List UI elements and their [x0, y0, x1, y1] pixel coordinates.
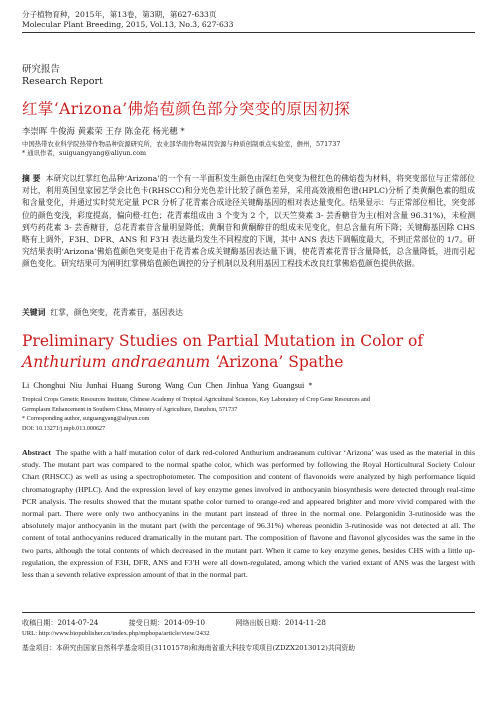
english-title-part1: Preliminary Studies on Partial Mutation in Color of [22, 332, 424, 350]
journal-header-cn: 分子植物育种，2015年，第13卷，第3期，第627-633页 [22, 10, 217, 19]
chinese-keywords-text: 红掌，颜色突变，花青素苷，基因表达 [50, 308, 183, 317]
english-title-part2: ‘Arizona’ Spathe [210, 353, 344, 371]
online-date: 网络出版日期：2014-11-28 [235, 618, 326, 627]
received-date: 收稿日期：2014-07-24 [22, 618, 99, 627]
english-abstract-text: The spathe with a half mutation color of dark red-colored Anthurium andraeanum cultivar ‘Arizona’ was used as the material in this study. The mutant part was compared to the normal spathe color, which was performed by following the Royal Horticultural Society Colour Chart (RHSCC) as well as using a spectrophotometer. The composition and content of flavonoids were analyzed by high performance liquid chromatography (HPLC). And the expression level of key enzyme genes involved in anthocyanin biosynthesis were detected through real-time PCR analysis. The results showed that the mutant spathe color turned to orange-red and appeared brighter and more vivid compared with the normal part. There were only two anthocyanins in the mutant part instead of three in the normal one. Pelargonidin 3-rutinoside was the absolutely major anthocyanin in the mutant part (with the percentage of 96.31%) whereas peonidin 3-rutinoside was not detected at all. The content of total anthocyanins reduced dramatically in the mutant part. The composition of flavone and flavonol glycosides was the same in the two parts, although the total contents of which decreased in the mutant part. When it came to key enzyme genes, besides CHS with a little up-regulation, the expression of F3H, DFR, ANS and F3′H were all down-regulated, among which the varied extant of ANS was the largest with less than a seventh relative expression amount of that in the normal part. [22, 448, 475, 580]
english-title-species: Anthurium andraeanum [22, 353, 211, 371]
english-abstract-label: Abstract [22, 448, 52, 457]
journal-header-en: Molecular Plant Breeding, 2015, Vol.13, No.3, 627-633 [22, 20, 234, 29]
publication-history [22, 617, 354, 628]
english-affiliation [22, 396, 477, 434]
chinese-abstract-label: 摘 要 [22, 174, 41, 183]
header-divider [22, 32, 475, 33]
section-label-cn: 研究报告 [22, 64, 61, 75]
english-abstract [22, 447, 475, 581]
chinese-corresponding-author: * 通讯作者，suiguangyang@aliyun.com [22, 149, 147, 157]
doi: DOI: 10.13271/j.mpb.013.000627 [22, 425, 106, 432]
chinese-abstract-text: 本研究以红掌红色品种‘Arizona’的一个有一半面积发生颜色由深红色突变为橙红色的佛焰苞为材料，将突变部位与正常部位对比，利用英国皇家园艺学会比色卡(RHSCC)和分光色差计比较了颜色差异，采用高效液相色谱(HPLC)分析了类黄酮色素的组成和含量变化，并通过实时荧光定量 PCR 分析了花青素合成途径关键酶基因的相对表达量变化。结果显示：与正常部位相比，突变部位的颜色变浅，彩度提高，偏向橙-红色；花青素组成由 3 个变为 2 个，以天竺葵素 3- 芸香糖苷为主(相对含量 96.31%)，未检测到芍药花素 3- 芸香糖苷，总花青素苷含量明显降低；黄酮苷和黄酮醇苷的组成未见变化，但总含量有所下降；关键酶基因除 CHS 略有上调外，F3H、DFR、ANS 和 F3′H 表达量均发生不同程度的下调，其中 ANS 表达下调幅度最大，不到正常部位的 1/7。研究结果表明‘Arizona’佛焰苞颜色突变是由于花青素合成关键酶基因表达量下调，使花青素花青苷含量降低，总含量降低，进而引起颜色变化。研究结果可为阐明红掌佛焰苞颜色调控的分子机制以及利用基因工程技术改良红掌佛焰苞颜色提供依据。 [22, 174, 475, 269]
accepted-date: 接受日期：2014-09-10 [128, 618, 206, 627]
chinese-affiliation-text: 中国热带农业科学院热带作物品种资源研究所，农业部华南作物基因资源与种质创制重点实验室，儋州，571737 [22, 140, 341, 148]
english-affiliation-line1: Tropical Crops Genetic Resources Institute, Chinese Academy of Tropical Agricultural Sciences, Key Laboratory of Crop Gene Resources and [22, 397, 370, 403]
chinese-affiliation [22, 140, 477, 158]
chinese-title: 红掌‘Arizona’佛焰苞颜色部分突变的原因初探 [22, 100, 351, 118]
chinese-abstract [22, 173, 475, 271]
section-label-en: Research Report [22, 76, 103, 87]
history-divider [22, 612, 475, 613]
english-corresponding-author: * Corresponding author, suiguangyang@aliyun.com [22, 416, 150, 423]
chinese-authors: 李崇晖 牛俊海 黄素荣 王存 陈金花 杨光穗 * [22, 126, 185, 136]
english-affiliation-line2: Germplasm Enhancement in Southern China, Ministry of Agriculture, Danzhou, 571737 [22, 406, 238, 413]
english-authors: Li Chonghui Niu Junhai Huang Surong Wang Cun Chen Jinhua Yang Guangsui * [22, 381, 313, 390]
chinese-keywords-label: 关键词 [22, 308, 46, 317]
chinese-keywords [22, 307, 183, 318]
funding-statement: 基金项目：本研究由国家自然科学基金项目(31101578)和海南省重大科技专项项目(ZDZX2013012)共同资助 [22, 644, 356, 652]
section-label [22, 64, 103, 88]
article-url: URL: http://www.biopublisher.cn/index.php/mpbopa/article/view/2432 [22, 630, 210, 637]
english-title [22, 331, 477, 373]
journal-header [22, 10, 233, 30]
